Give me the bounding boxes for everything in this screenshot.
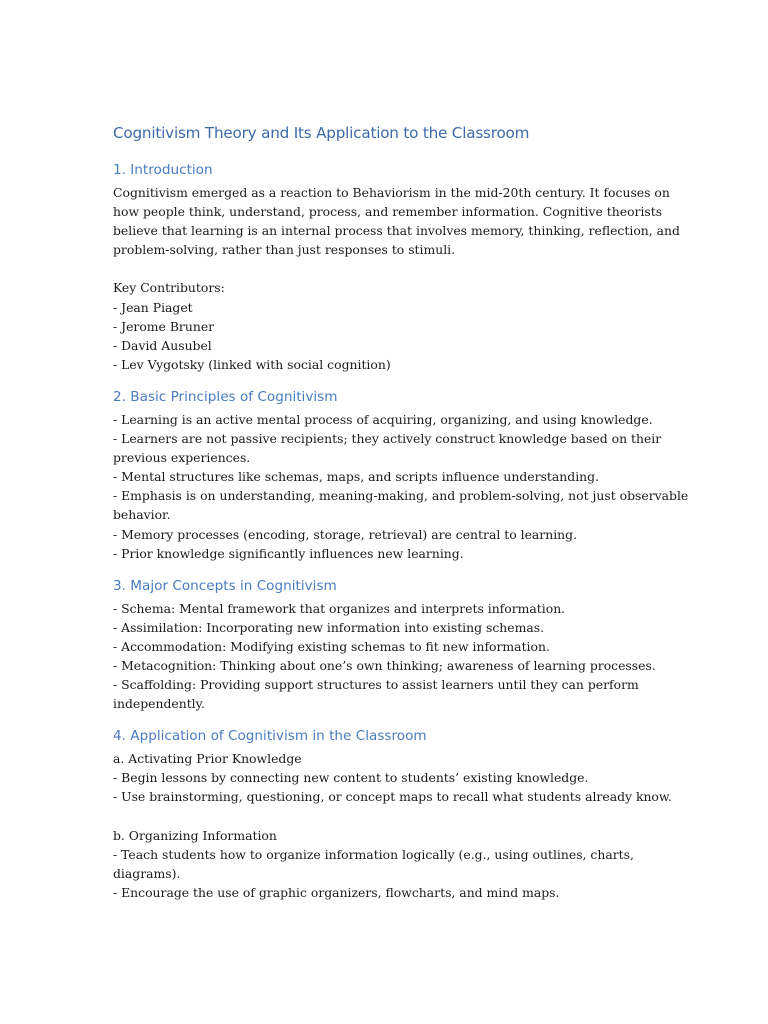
section-body <box>113 410 689 563</box>
text-line: Cognitivism emerged as a reaction to Behaviorism in the mid-20th century. It focuses on <box>113 185 670 200</box>
list-item: - Schema: Mental framework that organizes and interprets information. <box>113 600 566 616</box>
list-item: - David Ausubel <box>113 337 212 353</box>
text-line: Key Contributors: <box>113 280 225 296</box>
list-item: - Accommodation: Modifying existing schemas to fit new information. <box>113 638 550 654</box>
list-item: - Mental structures like schemas, maps, and scripts influence understanding. <box>113 469 600 485</box>
list-item: - Teach students how to organize information logically (e.g., using outlines, charts, <box>113 846 634 862</box>
list-item: - Jerome Bruner <box>113 318 215 334</box>
document-page <box>113 122 689 915</box>
list-item: - Scaffolding: Providing support structures to assist learners until they can perform <box>113 677 639 693</box>
section-heading: 1. Introduction <box>113 162 213 178</box>
blank-line <box>113 807 658 826</box>
section-basic-principles <box>113 387 689 563</box>
blank-line <box>113 259 658 278</box>
list-item: - Prior knowledge significantly influences new learning. <box>113 545 464 561</box>
section-heading: 2. Basic Principles of Cognitivism <box>113 388 338 405</box>
list-item: - Emphasis is on understanding, meaning-making, and problem-solving, not just observable <box>113 488 689 504</box>
list-item: - Learning is an active mental process of acquiring, organizing, and using knowledge. <box>113 411 653 427</box>
list-item: - Begin lessons by connecting new content to students’ existing knowledge. <box>113 770 589 786</box>
section-body <box>113 749 672 902</box>
text-line: independently. <box>113 696 205 712</box>
list-item: - Jean Piaget <box>113 299 193 315</box>
list-item: - Assimilation: Incorporating new information into existing schemas. <box>113 619 545 635</box>
list-item: - Learners are not passive recipients; they actively construct knowledge based on their <box>113 431 662 447</box>
subheading-line: a. Activating Prior Knowledge <box>113 751 302 767</box>
section-introduction <box>113 160 680 374</box>
section-body <box>113 599 658 714</box>
text-line: how people think, understand, process, and remember information. Cognitive theorists <box>113 204 663 220</box>
list-item: - Encourage the use of graphic organizers, flowcharts, and mind maps. <box>113 884 560 900</box>
list-item: - Memory processes (encoding, storage, retrieval) are central to learning. <box>113 526 578 542</box>
text-line: behavior. <box>113 507 171 523</box>
subheading-line: b. Organizing Information <box>113 827 277 843</box>
section-application <box>113 726 672 902</box>
section-major-concepts <box>113 576 658 714</box>
list-item: - Lev Vygotsky (linked with social cognition) <box>113 356 391 372</box>
section-heading: 3. Major Concepts in Cognitivism <box>113 577 337 594</box>
section-heading: 4. Application of Cognitivism in the Classroom <box>113 728 427 745</box>
text-line: diagrams). <box>113 865 181 881</box>
text-line: problem-solving, rather than just responses to stimuli. <box>113 242 456 258</box>
text-line: previous experiences. <box>113 450 251 466</box>
section-body <box>113 183 680 374</box>
list-item: - Use brainstorming, questioning, or concept maps to recall what students already know. <box>113 789 672 805</box>
list-item: - Metacognition: Thinking about one’s own thinking; awareness of learning processes. <box>113 657 656 673</box>
document-title: Cognitivism Theory and Its Application to the Classroom <box>113 124 530 142</box>
text-line: believe that learning is an internal process that involves memory, thinking, reflection, and <box>113 223 680 239</box>
